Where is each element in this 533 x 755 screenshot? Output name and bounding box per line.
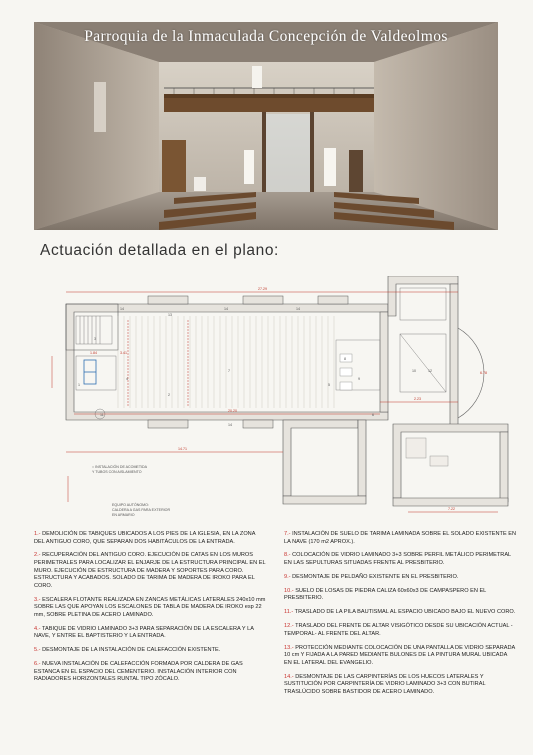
marker-14d: 14 — [228, 423, 232, 427]
note-number: 9.- — [284, 573, 291, 580]
marker-7: 7 — [228, 369, 230, 373]
dim-nave: 20.20 — [228, 409, 237, 413]
note-item — [34, 626, 267, 641]
note-text: DESMONTAJE DE LAS CARPINTERÍAS DE LOS HUECOS LATERALES Y SUSTITUCIÓN POR CARPINTERÍA DE VIDRIO LAMINADO 3+3 CON BUTIRAL TRASLÚCIDO SOBRE BASTIDOR DE ACERO LAMINADO. — [284, 673, 486, 695]
marker-8: 8 — [344, 357, 346, 361]
note-item — [284, 609, 516, 617]
marker-3: 3 — [94, 337, 96, 341]
note-text: SUELO DE LOSAS DE PIEDRA CALIZA 60x60x3 DE CAMPASPERO EN EL PRESBITERIO. — [284, 587, 487, 602]
dim-bottom-right: 7.22 — [448, 507, 455, 511]
dim-right-arc: 6.78 — [480, 371, 487, 375]
notes-right-column — [284, 531, 516, 703]
note-text: PROTECCIÓN MEDIANTE COLOCACIÓN DE UNA PANTALLA DE VIDRIO SEPARADA 10 cm Y FIJADA A LA PARED MEDIANTE BULONES DE LA PINTURA MURAL UBICADA EN EL LATERAL DEL EVANGELIO. — [284, 644, 515, 666]
section-subtitle: Actuación detallada en el plano: — [40, 242, 279, 259]
legend-line-1: ○ INSTALACIÓN DE ACOMETIDA — [92, 465, 148, 469]
dim-side: 2.23 — [414, 397, 421, 401]
note-number: 8.- — [284, 552, 291, 559]
church-interior-image — [34, 22, 498, 230]
equipment-line-3: EN ARMARIO — [112, 513, 135, 517]
marker-6: 6 — [372, 413, 374, 417]
note-number: 6.- — [34, 661, 41, 668]
note-number: 7.- — [284, 531, 291, 537]
note-number: 4.- — [34, 625, 41, 632]
note-number: 1.- — [34, 531, 41, 537]
marker-10: 10 — [412, 369, 416, 373]
equipment-line-1: EQUIPO AUTÓNOMO: — [112, 503, 149, 507]
dim-left-small: 1.84 — [90, 351, 97, 355]
note-number: 2.- — [34, 552, 41, 559]
note-item — [284, 588, 516, 603]
notes-left-column — [34, 531, 267, 690]
note-number: 12.- — [284, 623, 294, 630]
note-item — [34, 647, 267, 655]
marker-14c: 14 — [296, 307, 300, 311]
note-text: RECUPERACIÓN DEL ANTIGUO CORO. EJECUCIÓN DE CATAS EN LOS MUROS PERIMETRALES PARA LOCALIZAR EL ENJARJE DE LA ESTRUCTURA PRINCIPAL EN EL MURO. EJECUCIÓN DE ESTRUCTURA DE MADERA Y SOPORTES PARA CORO. ESTRUCTURA Y ACABADOS. SOLADO DE TARIMA DE MADERA DE IROKO PARA EL CORO. — [34, 552, 266, 589]
equipment-line-2: CALDERA A GAS PARA EXTERIOR — [112, 508, 171, 512]
floor-plan-drawing — [28, 276, 528, 526]
floor-plan — [28, 276, 528, 531]
note-item — [34, 661, 267, 684]
note-text: TRASLADO DEL FRENTE DE ALTAR VISIGÓTICO DESDE SU UBICACIÓN ACTUAL - TEMPORAL- AL FRENTE DEL ALTAR. — [284, 623, 513, 637]
note-number: 14.- — [284, 673, 294, 680]
note-text: COLOCACIÓN DE VIDRIO LAMINADO 3+3 SOBRE PERFIL METÁLICO PERIMETRAL EN LAS SEPULTURAS SITUADAS FRENTE AL PRESBITERIO. — [284, 552, 511, 567]
note-item — [34, 552, 267, 590]
note-item — [284, 645, 516, 668]
note-number: 10.- — [284, 587, 294, 594]
note-item — [284, 574, 516, 582]
marker-14b: 14 — [224, 307, 228, 311]
legend-line-2: Y TUBOS CON AISLAMIENTO — [92, 470, 142, 474]
note-text: DESMONTAJE DE PELDAÑO EXISTENTE EN EL PRESBITERIO. — [290, 573, 459, 580]
marker-4: 4 — [126, 377, 128, 381]
page-title: Parroquia de la Inmaculada Concepción de Valdeolmos — [84, 28, 448, 45]
marker-5: 5 — [328, 383, 330, 387]
note-item — [284, 552, 516, 567]
note-text: ESCALERA FLOTANTE REALIZADA EN ZANCAS METÁLICAS LATERALES 240x10 mm SOBRE LAS QUE APOYAN LOS ESCALONES DE TABLA DE MADERA DE IROKO esp 22 mm, SOBRE PLETINA DE ACERO LAMINADO. — [34, 596, 266, 618]
note-number: 11.- — [284, 609, 294, 616]
dim-overall: 27.29 — [258, 287, 267, 291]
note-item — [34, 597, 267, 620]
note-text: TRASLADO DE LA PILA BAUTISMAL AL ESPACIO UBICADO BAJO EL NUEVO CORO. — [293, 609, 516, 616]
note-text: TABIQUE DE VIDRIO LAMINADO 3+3 PARA SEPARACIÓN DE LA ESCALERA Y LA NAVE, Y ENTRE EL BAPTISTERIO Y LA ENTRADA. — [34, 625, 254, 640]
note-text: INSTALACIÓN DE SUELO DE TARIMA LAMINADA SOBRE EL SOLADO EXISTENTE EN LA NAVE (170 m2 APROX.). — [284, 531, 516, 545]
dim-mid-small: 3.41 — [120, 351, 127, 355]
note-text: NUEVA INSTALACIÓN DE CALEFACCIÓN FORMADA POR CALDERA DE GAS ESTANCA EN EL ESPACIO DEL CEMENTERIO. INSTALACIÓN INTERIOR CON RADIADORES HORIZONTALES RUNTAL TIPO ZÓCALO. — [34, 661, 243, 683]
marker-9: 9 — [358, 377, 360, 381]
marker-14a: 14 — [120, 307, 124, 311]
note-text: DESMONTAJE DE LA INSTALACIÓN DE CALEFACCIÓN EXISTENTE. — [40, 647, 221, 654]
note-number: 13.- — [284, 644, 294, 651]
marker-13: 13 — [168, 313, 172, 317]
note-item — [284, 531, 516, 546]
marker-2: 2 — [168, 393, 170, 397]
marker-1: 1 — [78, 383, 80, 387]
interior-render — [34, 22, 498, 230]
marker-11: 11 — [100, 413, 104, 417]
note-number: 5.- — [34, 647, 41, 654]
note-item — [284, 674, 516, 697]
note-item — [34, 531, 267, 546]
marker-12: 12 — [428, 369, 432, 373]
dim-lower: 14.71 — [178, 447, 187, 451]
note-number: 3.- — [34, 596, 41, 603]
note-text: DEMOLICIÓN DE TABIQUES UBICADOS A LOS PIES DE LA IGLESIA, EN LA ZONA DEL ANTIGUO CORO, QUE SEPARAN DOS HABITÁCULOS DE LA ENTRADA. — [34, 531, 256, 545]
note-item — [284, 623, 516, 638]
